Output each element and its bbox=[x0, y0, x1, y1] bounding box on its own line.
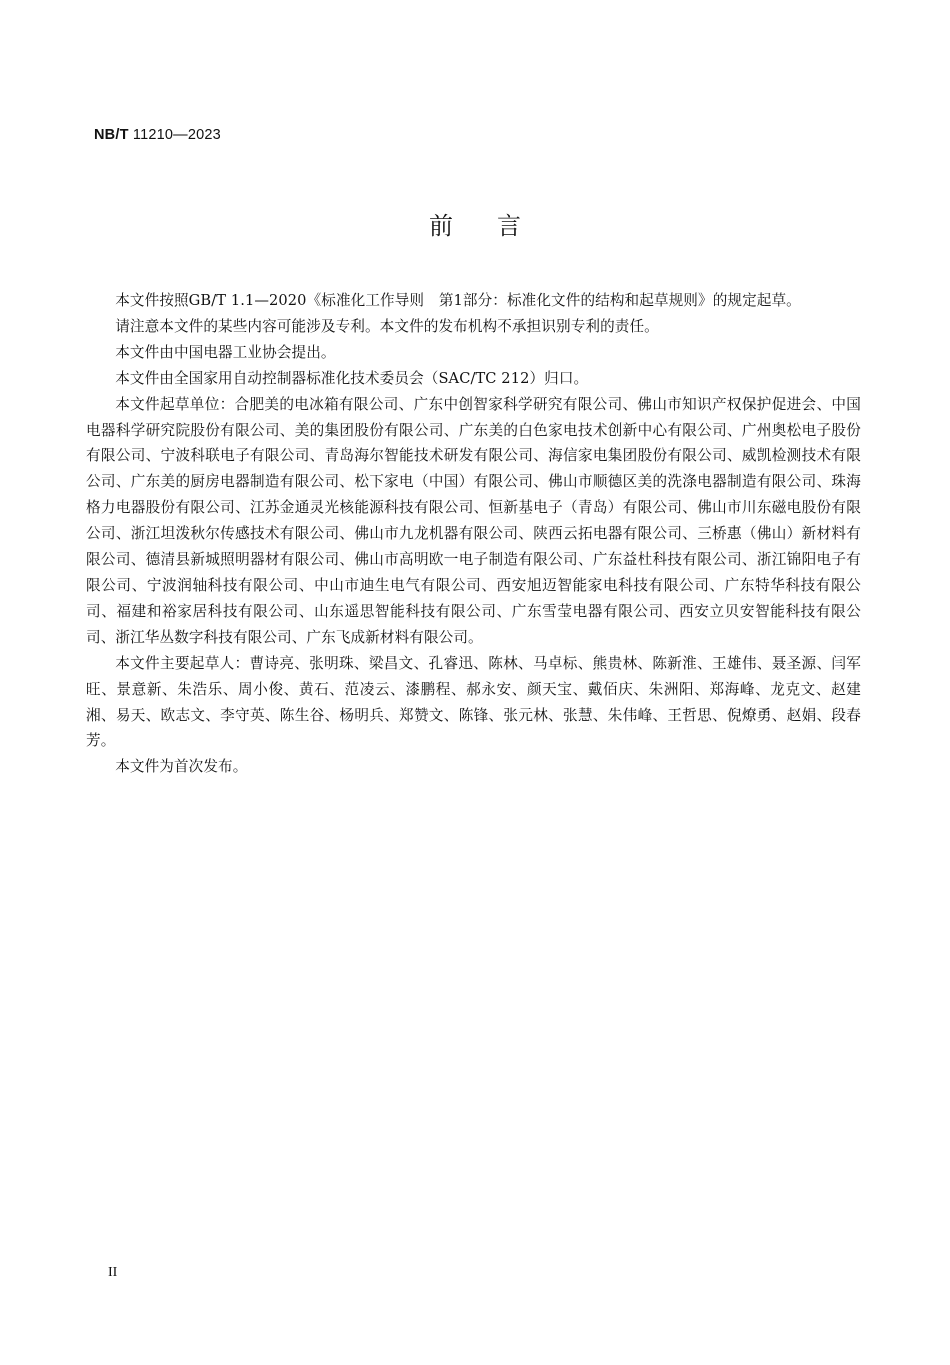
paragraph-centralized-by: 本文件由全国家用自动控制器标准化技术委员会（SAC/TC 212）归口。 bbox=[115, 369, 589, 387]
standard-prefix: NB/T bbox=[94, 127, 129, 143]
paragraph-patent-notice: 请注意本文件的某些内容可能涉及专利。本文件的发布机构不承担识别专利的责任。 bbox=[115, 317, 659, 335]
paragraph-drafting-units: 本文件起草单位：合肥美的电冰箱有限公司、广东中创智家科学研究有限公司、佛山市知识产权保护促进会、中国电器科学研究院股份有限公司、美的集团股份有限公司、广东美的白色家电技术创新中心有限公司、广州奥松电子股份有限公司、宁波科联电子有限公司、青岛海尔智能技术研发有限公司、海信家电集团股份有限公司、威凯检测技术有限公司、广东美的厨房电器制造有限公司、松下家电（中国）有限公司、佛山市顺德区美的洗涤电器制造有限公司、珠海格力电器股份有限公司、江苏金通灵光核能源科技有限公司、恒新基电子（青岛）有限公司、佛山市川东磁电股份有限公司、浙江坦泼秋尔传感技术有限公司、佛山市九龙机器有限公司、陕西云拓电器有限公司、三桥惠（佛山）新材料有限公司、德清县新城照明器材有限公司、佛山市高明欧一电子制造有限公司、广东益杜科技有限公司、浙江锦阳电子有限公司、宁波润轴科技有限公司、中山市迪生电气有限公司、西安旭迈智能家电科技有限公司、广东特华科技有限公司、福建和裕家居科技有限公司、山东遥思智能科技有限公司、广东雪莹电器有限公司、西安立贝安智能科技有限公司、浙江华丛数字科技有限公司、广东飞成新材料有限公司。 bbox=[86, 395, 861, 646]
standard-code bbox=[94, 127, 221, 143]
page-title: 前言 bbox=[429, 212, 565, 240]
page-number: II bbox=[108, 1265, 118, 1280]
paragraph-first-release: 本文件为首次发布。 bbox=[115, 758, 248, 776]
standard-number: 11210—2023 bbox=[132, 127, 221, 143]
paragraph-proposer: 本文件由中国电器工业协会提出。 bbox=[115, 343, 336, 361]
paragraph-drafting-rules: 本文件按照GB/T 1.1—2020《标准化工作导则 第1部分：标准化文件的结构和起草规则》的规定起草。 bbox=[115, 292, 801, 309]
paragraph-main-drafters: 本文件主要起草人：曹诗亮、张明珠、梁昌文、孔睿迅、陈林、马卓标、熊贵林、陈新淮、王雄伟、聂圣源、闫军旺、景意新、朱浩乐、周小俊、黄石、范凌云、漆鹏程、郝永安、颜天宝、戴佰庆、朱洲阳、郑海峰、龙克文、赵建湘、易天、欧志文、李守英、陈生谷、杨明兵、郑赞文、陈锋、张元林、张慧、朱伟峰、王哲思、倪燎勇、赵娟、段春芳。 bbox=[86, 654, 861, 750]
foreword-body bbox=[86, 288, 861, 780]
